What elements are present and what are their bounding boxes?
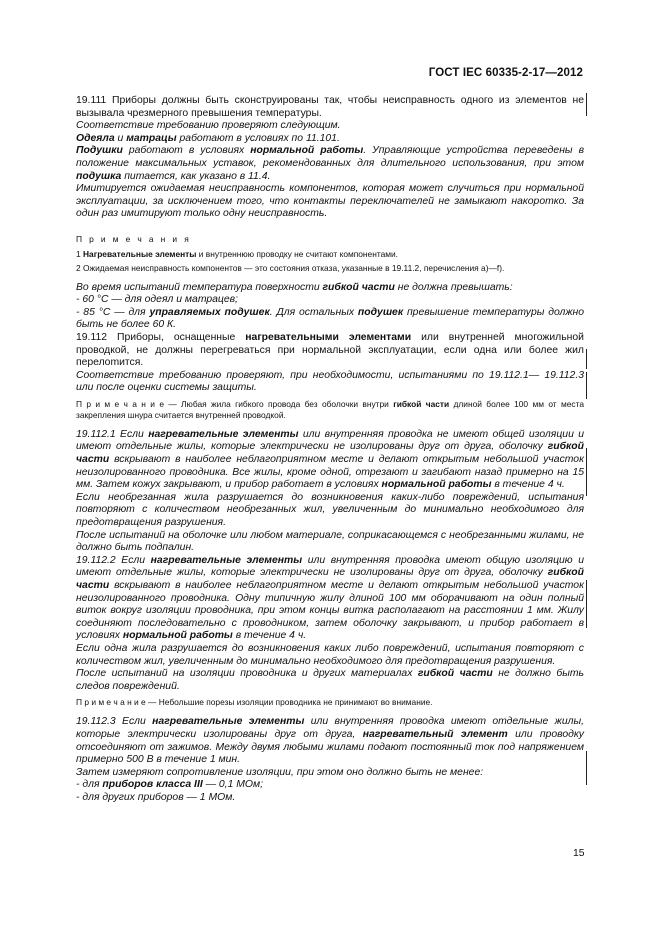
change-bar	[586, 580, 587, 628]
clause-19-112-2: 19.112.2 Если нагревательные элементы или внутренняя проводка имеют общую изоляцию и имеют отдельные жилы, которые электрически не изолированы друг от друга, оболочку гибкой части вскрывают в наиболее неблагоприятном месте и делают открытым небольшой участок неизолированного проводника. Одну типичную жилу длиной 100 мм оборачивают на один полный виток вокруг изоляции проводника, при этом концы витка располагают на расстоянии 1 мм. Жилу соединяют последовательно с проводником, затем оболочку закрывают, и прибор работает в условиях нормальной работы в течение 4 ч.	[76, 554, 584, 642]
change-bar	[586, 372, 587, 399]
notes-heading: П р и м е ч а н и я	[76, 233, 192, 244]
clause-19-112: 19.112 Приборы, оснащенные нагревательными элементами или внутренней многожильной проводкой, не должны перегреваться при нормальной эксплуатации, если одна или более жил перелomится.	[76, 331, 584, 369]
page-number: 15	[573, 848, 585, 859]
change-bar	[586, 448, 587, 496]
temp-limit-pillows: - 85 °С — для управляемых подушек. Для остальных подушек превышение температуры должно быть не более 60 К.	[76, 306, 585, 331]
clause-19-112-1-repeat: Если необрезанная жила разрушается до возникновения каких-либо повреждений, испытания повторяют с количеством необрезанных жил, увеличенным до минимально необходимого для предотвращения разрушения.	[76, 491, 584, 529]
fault-simulation: Имитируется ожидаемая неисправность компонентов, которая может случиться при нормальной эксплуатации, за исключением того, что контакты переключателей не замыкают накоротко. За один раз имитируют только одну неисправность.	[76, 183, 584, 220]
clause-19-111: 19.111 Приборы должны быть сконструированы так, чтобы неисправность одного из элементов не вызывала чрезмерного превышения температуры.	[76, 95, 584, 119]
insulation-resistance-intro: Затем измеряют сопротивление изоляции, при этом оно должно быть не менее:	[76, 766, 484, 778]
change-bar	[586, 349, 587, 369]
clause-19-112-3: 19.112.3 Если нагревательные элементы или внутренняя проводка имеют отдельные жилы, которые электрически изолированы друг от друга, нагревательный элемент или проводку отсоединяют от зажимов. Между двумя любыми жилами подают постоянный ток под напряжением примерно 500 В в течение 1 мин.	[76, 716, 584, 766]
compliance-text: Соответствие требованию проверяют следующим.	[76, 120, 341, 132]
note-2: 2 Ожидаемая неисправность компонентов — это состояния отказа, указанные в 19.11.2, перечисления а)—f).	[76, 262, 505, 273]
resistance-class-iii: - для приборов класса III — 0,1 МОм;	[76, 779, 263, 791]
standard-header: ГОСТ IEC 60335-2-17—2012	[428, 67, 583, 79]
clause-19-112-2-repeat: Если одна жила разрушается до возникновения каких либо повреждений, испытания повторяют с количеством жил, увеличенным до минимально необходимого для предотвращения разрушения.	[76, 642, 584, 667]
clause-19-112-1-result: После испытаний на оболочке или любом материале, соприкасающемся с необрезанными жилами, не должно быть подпалин.	[76, 529, 584, 554]
clause-19-112-1: 19.112.1 Если нагревательные элементы или внутренняя проводка не имеют общей изоляции и имеют отдельные жилы, которые электрически не изолированы друг от друга, оболочку гибкой части вскрывают в наиболее неблагоприятном месте и делают открытым небольшой участок неизолированного проводника. Все жилы, кроме одной, отрезают и загибают назад примерно на 15 мм. Затем кожух закрывают, и прибор работает в условиях нормальной работы в течение 4 ч.	[76, 428, 585, 491]
document-body	[76, 95, 584, 805]
compliance-19-112: Соответствие требованию проверяют, при необходимости, испытаниями по 19.112.1— 19.112.3 или после оценки системы защиты.	[76, 369, 584, 394]
temp-limit-blankets: - 60 °С — для одеял и матрацев;	[76, 294, 238, 306]
blankets-condition: Одеяла и матрацы работают в условиях по 11.101.	[76, 132, 340, 144]
change-bar	[586, 93, 587, 116]
note-1: 1 Нагревательные элементы и внутреннюю проводку не считают компонентами.	[76, 248, 399, 259]
note-wire: П р и м е ч а н и е — Любая жила гибкого провода без оболочки внутри гибкой части длиной более 100 мм от места закрепления шнура считается внутренней проводкой.	[76, 398, 584, 420]
change-bar	[586, 751, 587, 785]
temp-limit-intro: Во время испытаний температура поверхности гибкой части не должна превышать:	[76, 281, 513, 293]
note-cuts: П р и м е ч а н и е — Небольшие порезы изоляции проводника не принимают во внимание.	[76, 697, 433, 708]
clause-19-112-2-result: После испытаний на изоляции проводника и других материалах гибкой части не должно быть следов повреждений.	[76, 668, 584, 692]
pillows-condition: Подушки работают в условиях нормальной работы. Управляющие устройства переведены в положение максимальных уставок, рекомендованных для длительного использования, при этом подушка питается, как указано в 11.4.	[76, 145, 584, 182]
resistance-other: - для других приборов — 1 МОм.	[76, 791, 236, 803]
